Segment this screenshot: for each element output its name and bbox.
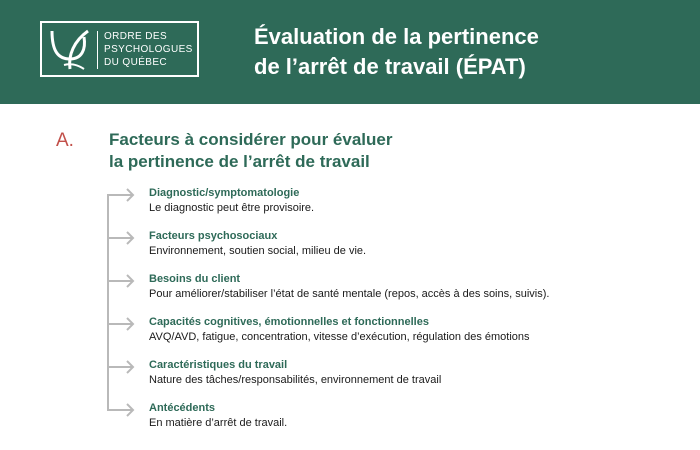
factor-title: Diagnostic/symptomatologie <box>149 187 300 199</box>
logo-divider <box>97 31 98 69</box>
factor-title: Besoins du client <box>149 273 241 285</box>
factor-item <box>149 186 314 216</box>
logo-line-2: PSYCHOLOGUES <box>104 44 193 55</box>
factor-item <box>149 229 366 259</box>
factor-item <box>149 401 287 431</box>
branch-arrow-icon <box>107 403 135 417</box>
factor-item <box>149 315 530 345</box>
section-letter: A. <box>56 130 74 151</box>
section-heading-line-1: Facteurs à considérer pour évaluer <box>109 130 393 149</box>
branch-arrow-icon <box>107 231 135 245</box>
branch-arrow-icon <box>107 317 135 331</box>
factor-description: Nature des tâches/responsabilités, environnement de travail <box>149 374 442 386</box>
page-title <box>254 22 539 82</box>
factor-title: Facteurs psychosociaux <box>149 230 278 242</box>
branch-arrow-icon <box>107 274 135 288</box>
section-heading-line-2: la pertinence de l’arrêt de travail <box>109 152 370 171</box>
factor-description: En matière d’arrêt de travail. <box>149 417 288 429</box>
header-banner <box>0 0 700 104</box>
branch-arrow-icon <box>107 360 135 374</box>
logo-line-3: DU QUÉBEC <box>104 57 168 68</box>
psi-logo-icon <box>44 25 96 73</box>
page-title-line-1: Évaluation de la pertinence <box>254 24 539 49</box>
factor-description: Environnement, soutien social, milieu de vie. <box>149 245 367 257</box>
tree-connector-line <box>107 194 109 411</box>
factor-description: AVQ/AVD, fatigue, concentration, vitesse d’exécution, régulation des émotions <box>149 331 530 343</box>
factor-item <box>149 358 441 388</box>
factor-description: Pour améliorer/stabiliser l’état de santé mentale (repos, accès à des soins, suivis). <box>149 288 550 300</box>
logo-text <box>104 30 193 69</box>
factor-item <box>149 272 549 302</box>
section-heading <box>109 129 392 173</box>
page-title-line-2: de l’arrêt de travail (ÉPAT) <box>254 54 526 79</box>
organization-logo <box>40 21 199 77</box>
branch-arrow-icon <box>107 188 135 202</box>
factor-title: Capacités cognitives, émotionnelles et fonctionnelles <box>149 316 429 328</box>
factor-description: Le diagnostic peut être provisoire. <box>149 202 315 214</box>
factor-title: Antécédents <box>149 402 216 414</box>
logo-line-1: ORDRE DES <box>104 31 168 42</box>
factor-title: Caractéristiques du travail <box>149 359 288 371</box>
